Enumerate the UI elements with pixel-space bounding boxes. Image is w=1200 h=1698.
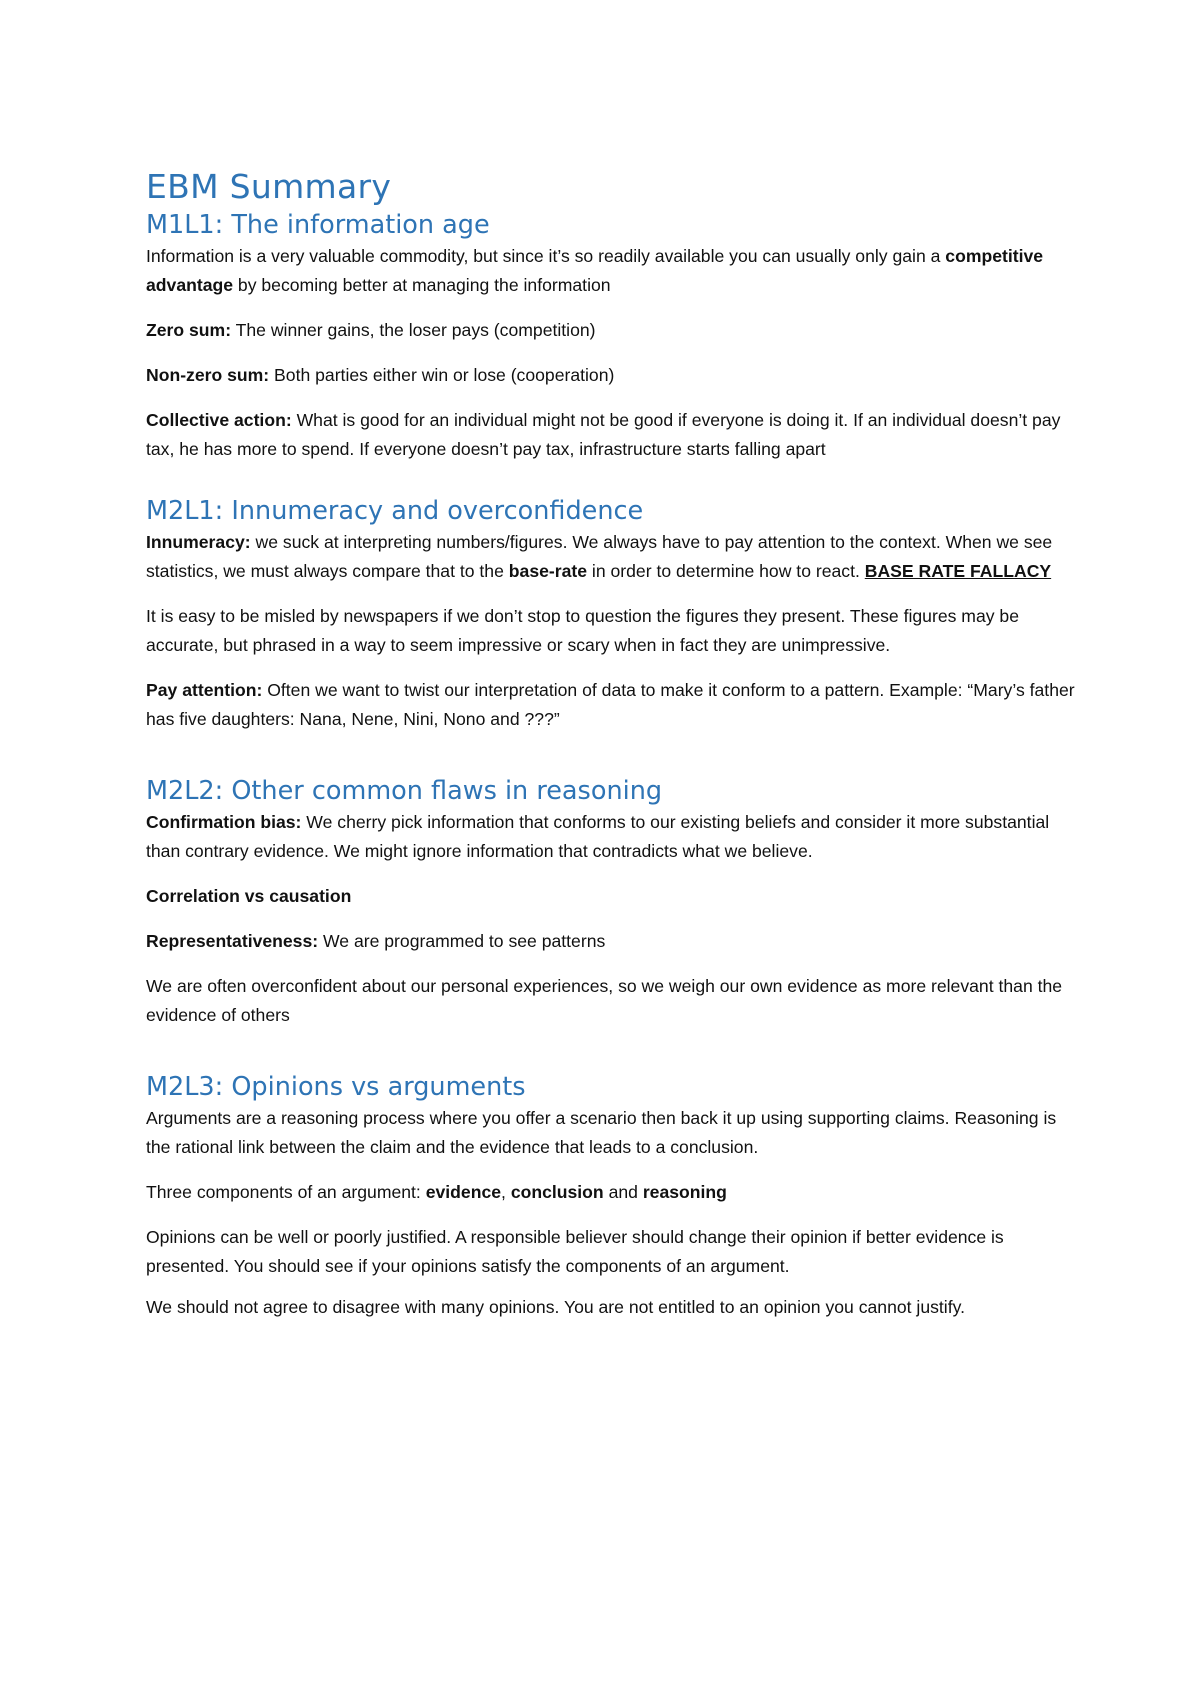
paragraph-collective-action <box>146 406 1076 464</box>
bold-term-reasoning: reasoning <box>642 1182 727 1202</box>
paragraph-arguments: Arguments are a reasoning process where you offer a scenario then back it up using supporting claims. Reasoning is the rational link between the claim and the evidence that leads to a conclusion. <box>146 1108 1057 1157</box>
paragraph-confirmation-bias <box>146 808 1076 866</box>
paragraph-representativeness <box>146 927 1076 956</box>
bold-term-pay-attention: Pay attention: <box>146 680 263 700</box>
text-run: The winner gains, the loser pays (competition) <box>231 320 596 340</box>
text-run: We cherry pick information that conforms to our existing beliefs and consider it more substantial than contrary evidence. We might ignore information that contradicts what we believe. <box>146 812 1050 861</box>
text-run: by becoming better at managing the information <box>233 275 611 295</box>
text-run: Information is a very valuable commodity, but since it’s so readily available you can usually only gain a <box>146 246 946 266</box>
paragraph-information-commodity <box>146 242 1076 300</box>
text-run: we suck at interpreting numbers/figures. We always have to pay attention to the context. When we see statistics, we must always compare that to the <box>146 532 1053 581</box>
spacer <box>146 734 1076 774</box>
section-heading-m2l2: M2L2: Other common flaws in reasoning <box>146 776 663 806</box>
section-heading-m2l3: M2L3: Opinions vs arguments <box>146 1072 526 1102</box>
paragraph-newspapers: It is easy to be misled by newspapers if we don’t stop to question the figures they present. These figures may be accurate, but phrased in a way to seem impressive or scary when in fact they are unimpressive. <box>146 606 1019 655</box>
bold-term-competitive-advantage: competitive advantage <box>146 246 1044 295</box>
text-run: What is good for an individual might not be good if everyone is doing it. If an individual doesn’t pay tax, he has more to spend. If everyone doesn’t pay tax, infrastructure starts falling apart <box>146 410 1061 459</box>
spacer <box>146 1281 1076 1293</box>
paragraph-opinions-justified: Opinions can be well or poorly justified. A responsible believer should change their opinion if better evidence is presented. You should see if your opinions satisfy the components of an argument. <box>146 1227 1004 1276</box>
bold-term-correlation-vs-causation: Correlation vs causation <box>146 886 352 906</box>
bold-term-collective-action: Collective action: <box>146 410 292 430</box>
paragraph-innumeracy <box>146 528 1076 586</box>
spacer <box>146 464 1076 494</box>
spacer <box>146 1030 1076 1070</box>
text-run: , <box>501 1182 511 1202</box>
bold-term-zero-sum: Zero sum: <box>146 320 232 340</box>
section-heading-m1l1: M1L1: The information age <box>146 210 490 240</box>
section-heading-m2l1: M2L1: Innumeracy and overconfidence <box>146 496 644 526</box>
bold-term-innumeracy: Innumeracy: <box>146 532 251 552</box>
text-run: Three components of an argument: <box>146 1182 426 1202</box>
text-run: and <box>603 1182 643 1202</box>
paragraph-correlation-causation <box>146 882 1076 911</box>
document-title: EBM Summary <box>146 167 392 206</box>
document-page <box>146 166 1076 1322</box>
text-run: We are programmed to see patterns <box>318 931 606 951</box>
bold-term-conclusion: conclusion <box>510 1182 604 1202</box>
underlined-term-base-rate-fallacy: BASE RATE FALLACY <box>864 561 1052 581</box>
paragraph-pay-attention <box>146 676 1076 734</box>
bold-term-non-zero-sum: Non-zero sum: <box>146 365 270 385</box>
text-run: in order to determine how to react. <box>587 561 865 581</box>
bold-term-evidence: evidence <box>425 1182 502 1202</box>
text-run: Both parties either win or lose (cooperation) <box>269 365 615 385</box>
paragraph-agree-to-disagree: We should not agree to disagree with many opinions. You are not entitled to an opinion you cannot justify. <box>146 1297 965 1317</box>
text-run: Often we want to twist our interpretation of data to make it conform to a pattern. Example: “Mary’s father has five daughters: Nana, Nene, Nini, Nono and ???” <box>146 680 1075 729</box>
bold-term-representativeness: Representativeness: <box>146 931 319 951</box>
paragraph-non-zero-sum <box>146 361 1076 390</box>
paragraph-zero-sum <box>146 316 1076 345</box>
paragraph-overconfident: We are often overconfident about our personal experiences, so we weigh our own evidence as more relevant than the evidence of others <box>146 976 1063 1025</box>
bold-term-confirmation-bias: Confirmation bias: <box>146 812 302 832</box>
paragraph-three-components <box>146 1178 1076 1207</box>
bold-term-base-rate: base-rate <box>508 561 588 581</box>
